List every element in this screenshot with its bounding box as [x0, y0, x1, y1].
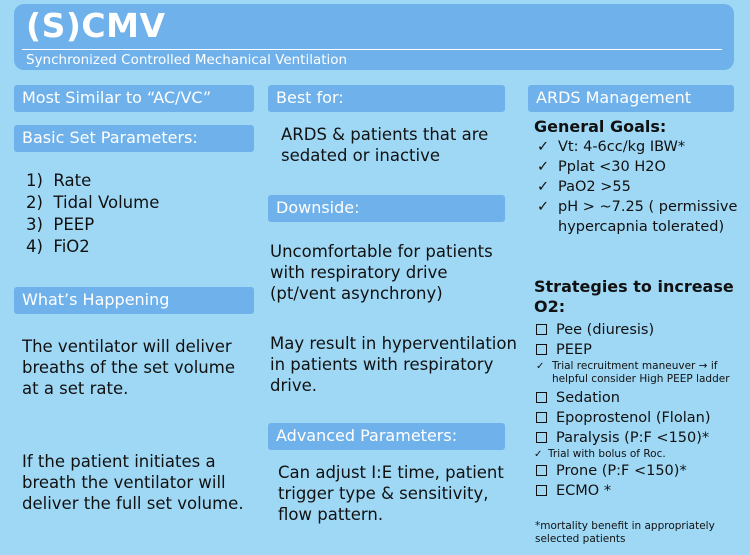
check-icon: ✓ [536, 361, 545, 372]
checkbox-icon [536, 465, 547, 476]
strategies-title: Strategies to increase O2: [534, 277, 734, 316]
list-item: ✓ PaO2 >55 [537, 179, 631, 195]
checkbox-icon [536, 412, 547, 423]
check-icon: ✓ [537, 139, 550, 155]
list-item: PEEP [534, 340, 746, 360]
list-item: Prone (P:F <150)* [534, 461, 746, 481]
checkbox-icon [536, 485, 547, 496]
paralysis-note: ✓ Trial with bolus of Roc. [534, 448, 666, 460]
downside-paragraph-2: May result in hyperventilation in patients with respiratory drive. [270, 334, 517, 395]
page-subtitle: Synchronized Controlled Mechanical Ventilation [26, 52, 348, 68]
most-similar-header: Most Similar to “AC/VC” [14, 85, 254, 112]
happening-paragraph-2: If the patient initiates a breath the ventilator will deliver the full set volume. [22, 452, 244, 513]
downside-paragraph-1: Uncomfortable for patients with respiratory drive (pt/vent asynchrony) [270, 242, 493, 303]
basic-parameters-list [26, 170, 246, 258]
checkbox-icon [536, 344, 547, 355]
list-item: ✓ Pplat <30 H2O [537, 159, 666, 175]
general-goals-list [536, 137, 744, 237]
whats-happening-header: What’s Happening [14, 287, 254, 314]
list-item: 1) Rate [26, 171, 92, 190]
downside-header: Downside: [268, 195, 505, 222]
check-icon: ✓ [534, 449, 543, 460]
list-item: 2) Tidal Volume [26, 193, 160, 212]
check-icon: ✓ [537, 199, 550, 215]
list-item: ✓ pH > ~7.25 ( permissive hypercapnia tolerated) [537, 199, 738, 235]
list-item: Paralysis (P:F <150)* [534, 428, 746, 448]
list-item: Epoprostenol (Flolan) [534, 408, 746, 428]
checkbox-icon [536, 392, 547, 403]
page-title: (S)CMV [26, 6, 166, 45]
happening-paragraph-1: The ventilator will deliver breaths of the set volume at a set rate. [22, 337, 235, 398]
checkbox-icon [536, 432, 547, 443]
checkbox-icon [536, 324, 547, 335]
best-for-text: ARDS & patients that are sedated or inactive [281, 125, 489, 165]
peep-note: ✓ Trial recruitment maneuver → if helpful consider High PEEP ladder [536, 360, 730, 385]
list-item: ✓ Vt: 4-6cc/kg IBW* [537, 139, 686, 155]
advanced-parameters-header: Advanced Parameters: [268, 423, 505, 450]
title-divider [22, 49, 722, 50]
check-icon: ✓ [537, 159, 550, 175]
general-goals-title: General Goals: [534, 117, 667, 136]
strategies-list [534, 320, 746, 501]
basic-parameters-header: Basic Set Parameters: [14, 125, 254, 152]
list-item: Sedation [534, 388, 746, 408]
check-icon: ✓ [537, 179, 550, 195]
advanced-parameters-text: Can adjust I:E time, patient trigger type & sensitivity, flow pattern. [278, 463, 504, 524]
ards-management-header: ARDS Management [528, 85, 734, 112]
list-item: ECMO * [534, 481, 746, 501]
footnote: *mortality benefit in appropriately selected patients [535, 520, 715, 545]
list-item: Pee (diuresis) [534, 320, 746, 340]
best-for-header: Best for: [268, 85, 505, 112]
list-item: 3) PEEP [26, 215, 95, 234]
list-item: 4) FiO2 [26, 237, 90, 256]
